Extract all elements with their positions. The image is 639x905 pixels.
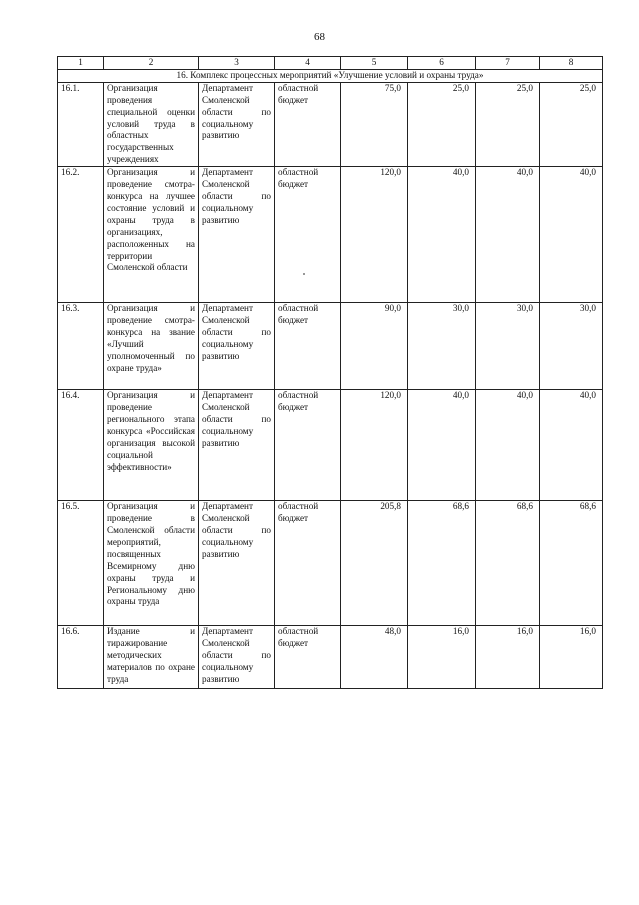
total-amount: 120,0 xyxy=(341,167,408,303)
year-1-amount: 40,0 xyxy=(408,390,476,501)
funding-source: областной бюджет xyxy=(275,303,341,390)
year-3-amount: 16,0 xyxy=(540,626,603,689)
executor: Департамент Смоленской области по социальному развитию xyxy=(199,390,275,501)
total-amount: 75,0 xyxy=(341,82,408,166)
measure-name: Организация проведения специальной оценки условий труда в областных государственных учреждениях xyxy=(104,82,199,166)
total-amount: 90,0 xyxy=(341,303,408,390)
total-amount: 120,0 xyxy=(341,390,408,501)
column-number: 5 xyxy=(341,57,408,70)
executor: Департамент Смоленской области по социальному развитию xyxy=(199,303,275,390)
table-row xyxy=(58,82,603,166)
table-row xyxy=(58,626,603,689)
year-1-amount: 68,6 xyxy=(408,501,476,626)
year-3-amount: 30,0 xyxy=(540,303,603,390)
section-title-row xyxy=(58,69,603,82)
year-2-amount: 30,0 xyxy=(476,303,540,390)
executor: Департамент Смоленской области по социальному развитию xyxy=(199,626,275,689)
measure-name: Организация и проведение смотра-конкурса на лучшее состояние условий и охраны труда в организациях, расположенных на территории Смоленской области xyxy=(104,167,199,303)
column-number: 8 xyxy=(540,57,603,70)
year-3-amount: 68,6 xyxy=(540,501,603,626)
funding-source: областной бюджет xyxy=(275,82,341,166)
section-title: 16. Комплекс процессных мероприятий «Улучшение условий и охраны труда» xyxy=(58,69,603,82)
row-number: 16.2. xyxy=(58,167,104,303)
executor: Департамент Смоленской области по социальному развитию xyxy=(199,167,275,303)
year-1-amount: 16,0 xyxy=(408,626,476,689)
row-number: 16.3. xyxy=(58,303,104,390)
row-number: 16.6. xyxy=(58,626,104,689)
scan-speck xyxy=(303,273,305,275)
executor: Департамент Смоленской области по социальному развитию xyxy=(199,501,275,626)
measure-name: Организация и проведение регионального этапа конкурса «Российская организация высокой социальной эффективности» xyxy=(104,390,199,501)
column-numbers-row xyxy=(58,57,603,70)
year-2-amount: 16,0 xyxy=(476,626,540,689)
table-row xyxy=(58,390,603,501)
row-number: 16.1. xyxy=(58,82,104,166)
column-number: 1 xyxy=(58,57,104,70)
total-amount: 205,8 xyxy=(341,501,408,626)
table-row xyxy=(58,167,603,303)
column-number: 7 xyxy=(476,57,540,70)
year-2-amount: 68,6 xyxy=(476,501,540,626)
program-table xyxy=(57,56,603,689)
column-number: 6 xyxy=(408,57,476,70)
funding-source: областной бюджет xyxy=(275,626,341,689)
year-1-amount: 30,0 xyxy=(408,303,476,390)
year-2-amount: 40,0 xyxy=(476,390,540,501)
year-3-amount: 40,0 xyxy=(540,390,603,501)
year-1-amount: 25,0 xyxy=(408,82,476,166)
year-2-amount: 25,0 xyxy=(476,82,540,166)
row-number: 16.4. xyxy=(58,390,104,501)
year-3-amount: 25,0 xyxy=(540,82,603,166)
year-3-amount: 40,0 xyxy=(540,167,603,303)
row-number: 16.5. xyxy=(58,501,104,626)
funding-source: областной бюджет xyxy=(275,167,341,303)
table-row xyxy=(58,501,603,626)
measure-name: Организация и проведение смотра-конкурса на звание «Лучший уполномоченный по охране труда» xyxy=(104,303,199,390)
table-row xyxy=(58,303,603,390)
page-number: 68 xyxy=(314,31,325,43)
column-number: 4 xyxy=(275,57,341,70)
funding-source: областной бюджет xyxy=(275,390,341,501)
funding-source: областной бюджет xyxy=(275,501,341,626)
year-2-amount: 40,0 xyxy=(476,167,540,303)
executor: Департамент Смоленской области по социальному развитию xyxy=(199,82,275,166)
measure-name: Организация и проведение в Смоленской области мероприятий, посвященных Всемирному дню охраны труда и Региональному дню охраны труда xyxy=(104,501,199,626)
measure-name: Издание и тиражирование методических материалов по охране труда xyxy=(104,626,199,689)
year-1-amount: 40,0 xyxy=(408,167,476,303)
total-amount: 48,0 xyxy=(341,626,408,689)
column-number: 3 xyxy=(199,57,275,70)
column-number: 2 xyxy=(104,57,199,70)
